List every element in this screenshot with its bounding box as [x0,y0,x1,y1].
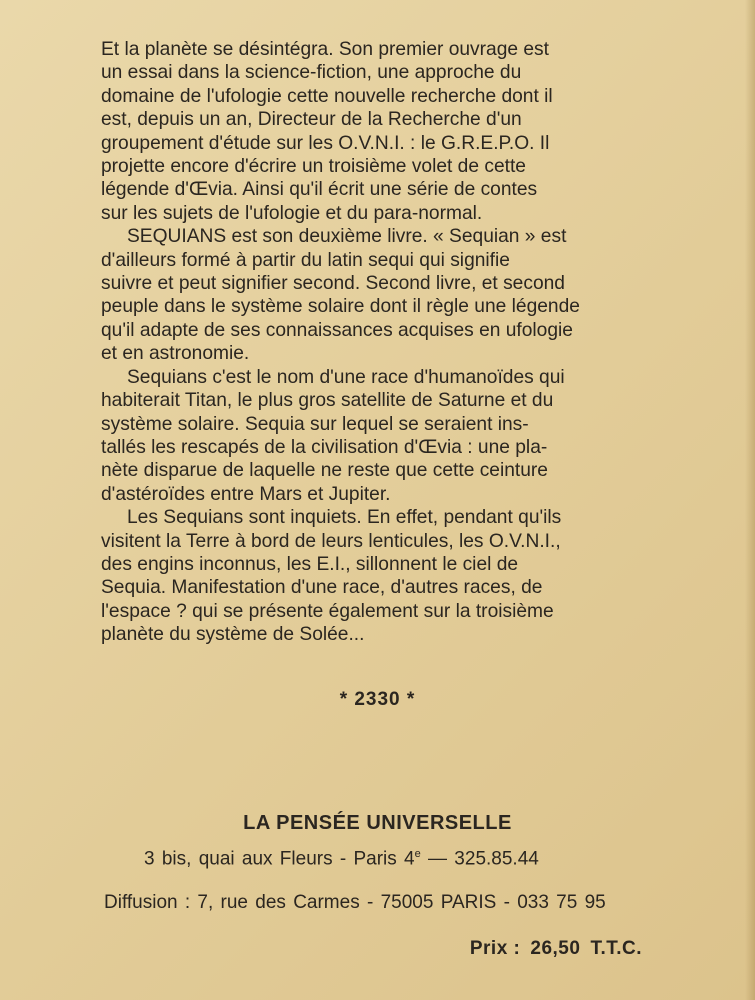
blurb-paragraph-4 [101,506,637,646]
line: peuple dans le système solaire dont il règle une légende [101,296,580,318]
blurb-paragraph-1 [101,38,637,225]
line: Les Sequians sont inquiets. En effet, pendant qu'ils [127,507,562,529]
line: légende d'Œvia. Ainsi qu'il écrit une série de contes [101,179,538,201]
blurb-paragraph-3 [101,366,637,506]
line: système solaire. Sequia sur lequel se seraient ins- [101,413,529,435]
line: l'espace ? qui se présente également sur la troisième [101,600,554,622]
price-amount: 26,50 [530,938,581,959]
line: projette encore d'écrire un troisième volet de cette [101,156,526,178]
blurb-paragraph-2 [101,225,637,365]
line: est, depuis un an, Directeur de la Recherche d'un [101,109,522,131]
price-label: Prix : [469,938,521,959]
line: visitent la Terre à bord de leurs lenticules, les O.V.N.I., [101,530,561,552]
address-prefix: 3 bis, quai aux Fleurs - Paris 4 [144,848,415,870]
publisher-address [144,848,654,870]
line: des engins inconnus, les E.I., sillonnent le ciel de [101,553,519,575]
line: groupement d'étude sur les O.V.N.I. : le G.R.E.P.O. Il [101,132,550,154]
catalog-number: * 2330 * [339,689,416,710]
line: tallés les rescapés de la civilisation d'Œvia : une pla- [101,436,548,458]
line: d'astéroïdes entre Mars et Jupiter. [101,483,391,505]
price-tax: T.T.C. [590,938,642,959]
line: domaine de l'ufologie cette nouvelle recherche dont il [101,85,553,107]
line: un essai dans la science-fiction, une approche du [101,62,522,84]
distribution-line: Diffusion : 7, rue des Carmes - 75005 PARIS - 033 75 95 [104,892,606,913]
line: Sequians c'est le nom d'une race d'humanoïdes qui [127,366,565,388]
line: habiterait Titan, le plus gros satellite de Saturne et du [101,390,554,412]
line: planète du système de Solée... [101,624,365,646]
blurb-text [101,38,637,647]
publisher-name: LA PENSÉE UNIVERSELLE [243,812,512,834]
price-line [470,938,642,960]
line: qu'il adapte de ses connaissances acquises en ufologie [101,319,573,341]
line: Sequia. Manifestation d'une race, d'autres races, de [101,577,543,599]
line: Et la planète se désintégra. Son premier ouvrage est [101,39,549,60]
arrondissement-suffix: e [414,848,421,860]
line: d'ailleurs formé à partir du latin sequi qui signifie [101,249,510,271]
line: sur les sujets de l'ufologie et du para-normal. [101,202,483,224]
line: SEQUIANS est son deuxième livre. « Sequian » est [127,226,567,248]
line: suivre et peut signifier second. Second livre, et second [101,273,565,295]
address-phone: — 325.85.44 [420,848,539,870]
page-edge-shadow [745,0,755,1000]
line: nète disparue de laquelle ne reste que cette ceinture [101,460,548,482]
line: et en astronomie. [101,343,250,365]
